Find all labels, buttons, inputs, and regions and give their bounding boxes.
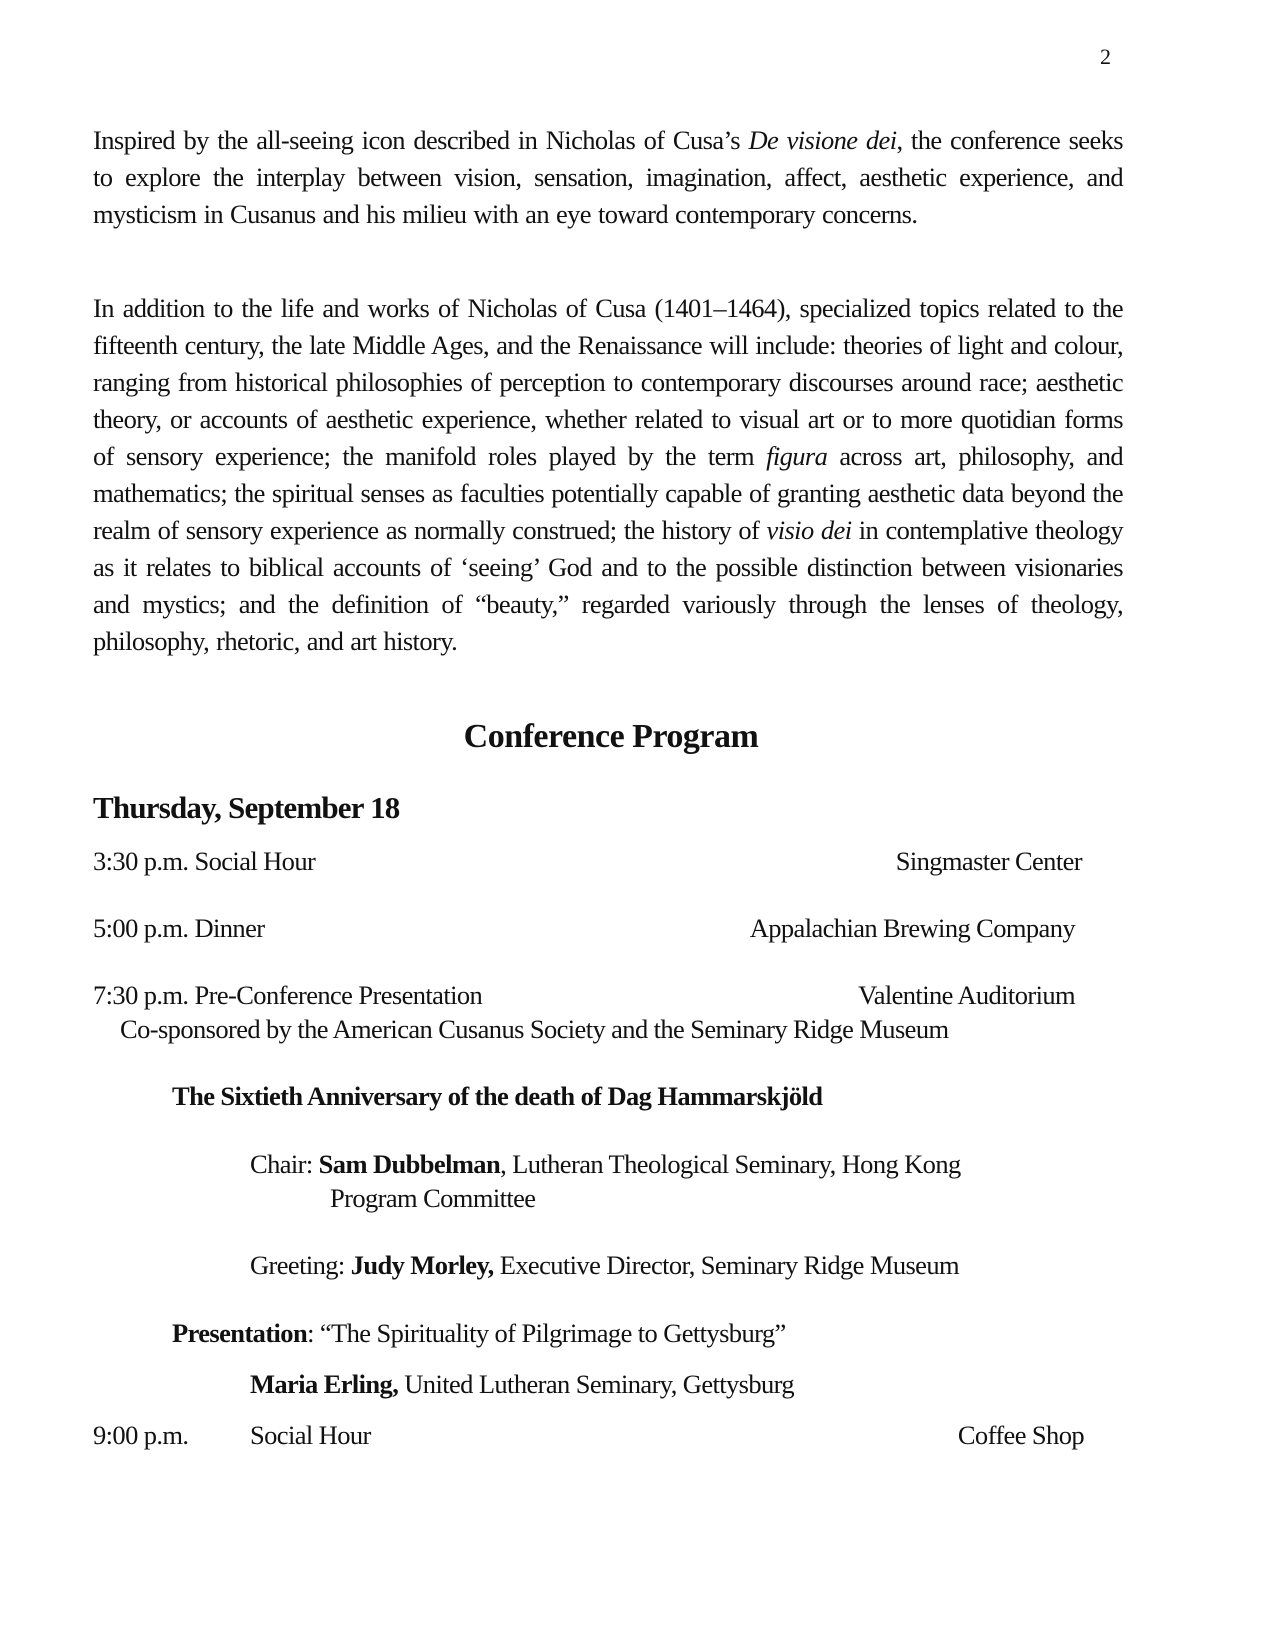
presentation-title: : “The Spirituality of Pilgrimage to Gettysburg” xyxy=(307,1318,786,1348)
affiliation: Executive Director, Seminary Ridge Museum xyxy=(493,1250,960,1280)
chair-line xyxy=(250,1149,961,1180)
event-location: Valentine Auditorium xyxy=(858,980,1075,1010)
text: Inspired by the all-seeing icon described in Nicholas of Cusa’s xyxy=(93,125,749,155)
greeting-line xyxy=(250,1250,959,1281)
italic-term: visio dei xyxy=(766,515,852,545)
affiliation: United Lutheran Seminary, Gettysburg xyxy=(398,1369,795,1399)
intro-paragraph-2 xyxy=(93,290,1123,660)
label: Greeting: xyxy=(250,1250,351,1280)
final-location: Coffee Shop xyxy=(957,1420,1084,1450)
label: Chair: xyxy=(250,1149,319,1179)
affiliation: , Lutheran Theological Seminary, Hong Kong xyxy=(500,1149,961,1179)
italic-term: figura xyxy=(766,441,828,471)
text: in contemplative theology as it relates to biblical accounts of ‘seeing’ God and to the possible distinction between visionaries and mystics; and the definition of “beauty,” regarded variously through the lenses of theology, philosophy, rhetoric, and art history. xyxy=(93,515,1123,656)
italic-title: De visione dei xyxy=(748,125,897,155)
person-name: Judy Morley, xyxy=(350,1250,494,1280)
page-number: 2 xyxy=(1100,44,1111,69)
person-name: Maria Erling, xyxy=(250,1369,399,1399)
intro-paragraph-1 xyxy=(93,122,1123,233)
text: , the conference seeks to explore the interplay between vision, sensation, imagination, affect, aesthetic experience, and mysticism in Cusanus and his milieu with an eye toward contemporary concerns. xyxy=(93,125,1123,229)
event-location: Singmaster Center xyxy=(895,846,1082,876)
person-name: Sam Dubbelman xyxy=(318,1149,501,1179)
text: across art, philosophy, and mathematics; the spiritual senses as faculties potentially capable of granting aesthetic data beyond the realm of sensory experience as normally construed; the history of xyxy=(93,441,1123,545)
presenter-line xyxy=(250,1369,794,1400)
event-note: Co-sponsored by the American Cusanus Society and the Seminary Ridge Museum xyxy=(120,1014,949,1044)
event-time-label: 7:30 p.m. Pre-Conference Presentation xyxy=(93,980,483,1010)
text: In addition to the life and works of Nicholas of Cusa (1401–1464), specialized topics related to the fifteenth century, the late Middle Ages, and the Renaissance will include: theories of light and colour, ranging from historical philosophies of perception to contemporary discourses around race; aesthetic theory, or accounts of aesthetic experience, whether related to visual art or to more quotidian forms of sensory experience; the manifold roles played by the term xyxy=(93,293,1123,471)
day-heading: Thursday, September 18 xyxy=(93,790,400,825)
chair-role: Program Committee xyxy=(330,1183,536,1213)
event-time-label: 5:00 p.m. Dinner xyxy=(93,913,265,943)
session-title: The Sixtieth Anniversary of the death of Dag Hammarskjöld xyxy=(172,1081,823,1111)
presentation-line xyxy=(172,1318,786,1349)
event-location: Appalachian Brewing Company xyxy=(749,913,1075,943)
label: Presentation xyxy=(172,1318,308,1348)
program-title: Conference Program xyxy=(463,718,759,755)
final-time: 9:00 p.m. xyxy=(93,1420,189,1450)
event-time-label: 3:30 p.m. Social Hour xyxy=(93,846,316,876)
final-label: Social Hour xyxy=(250,1420,371,1450)
